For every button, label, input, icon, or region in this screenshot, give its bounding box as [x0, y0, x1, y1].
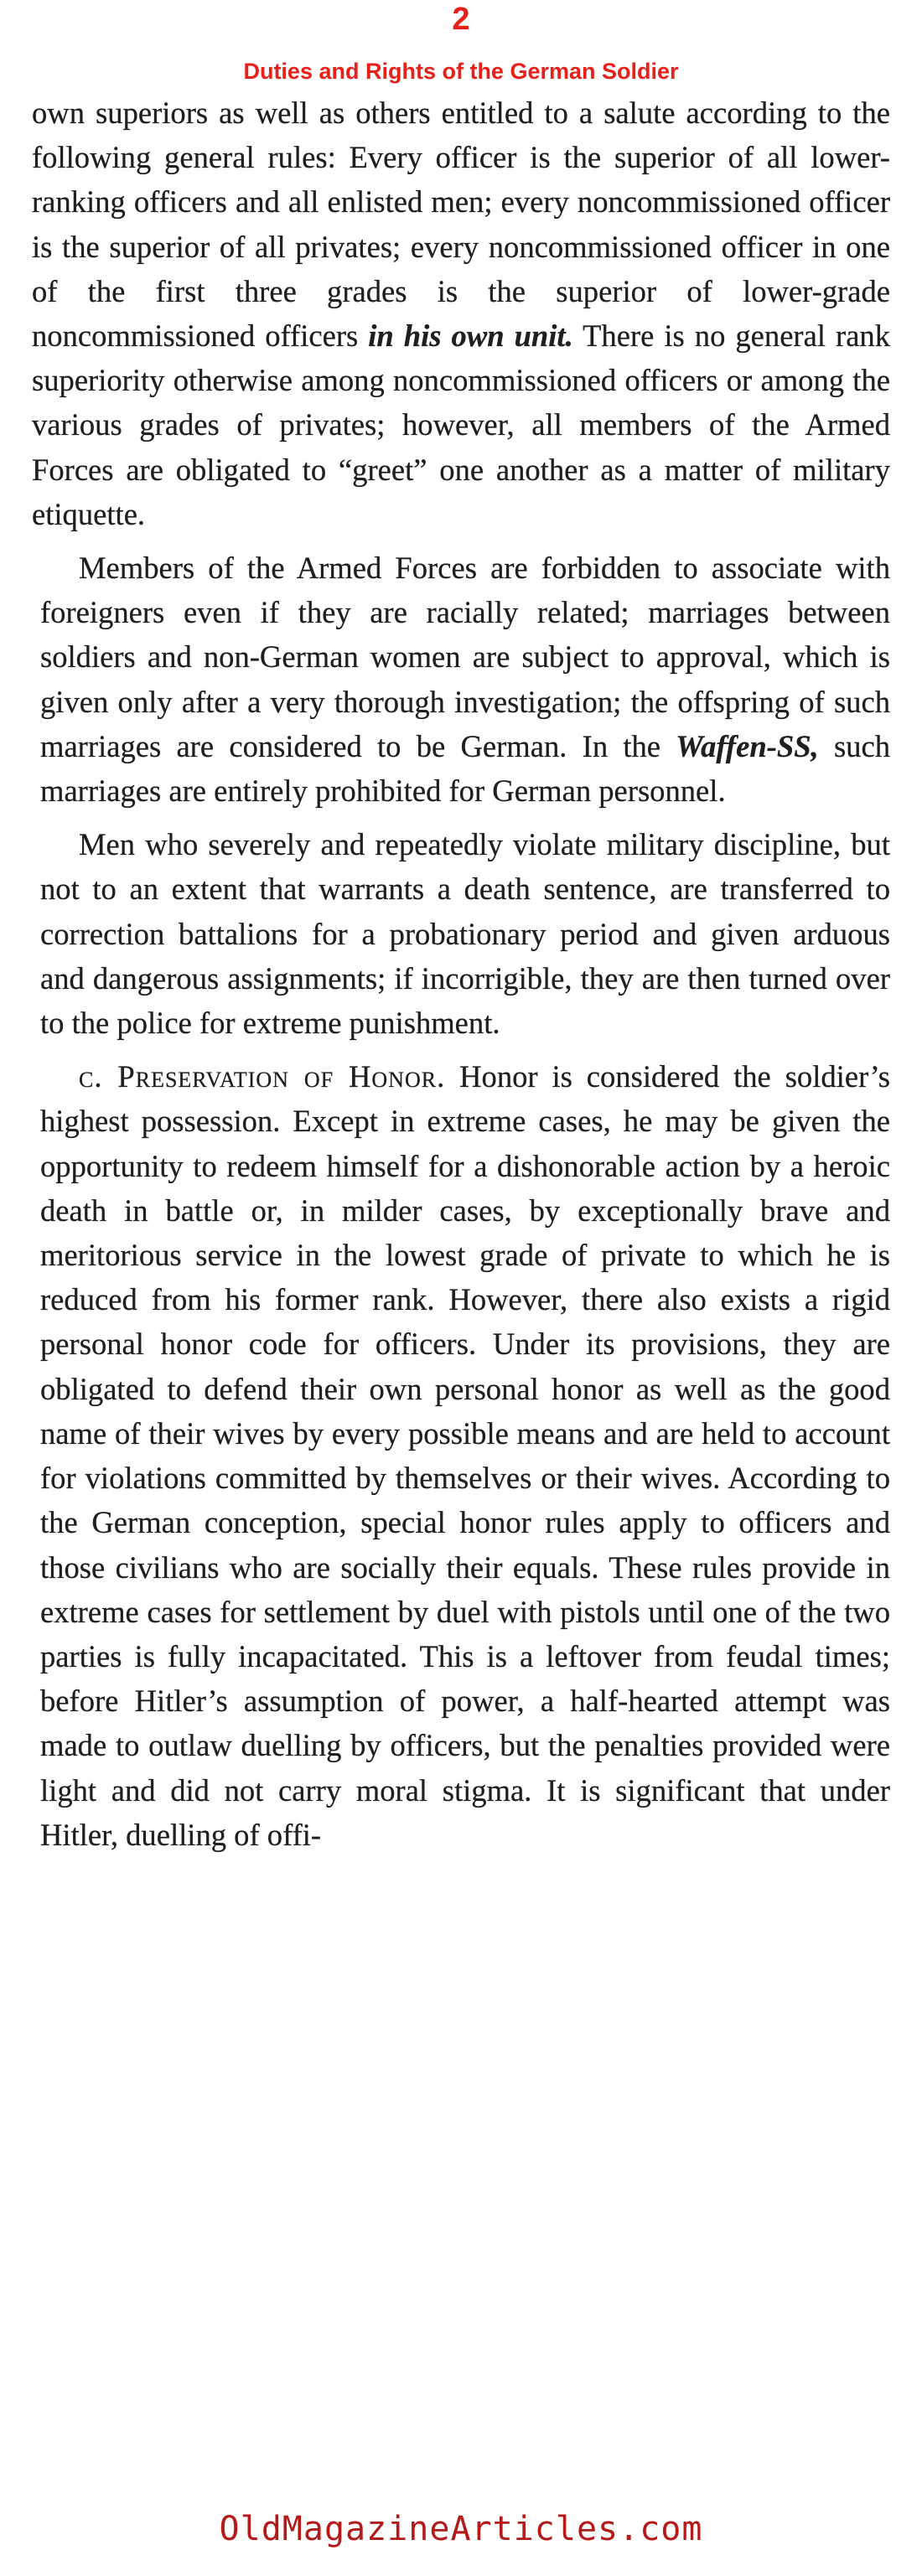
paragraph-discipline-text: Men who severely and repeatedly violate military discipline, but not to an extent that warrants a death sentence, are transferred to correction battalions for a probationary period and given arduous and dangerous assignments; if incorrigible, they are then turned over to the police for extreme punishment. [40, 827, 890, 1041]
page-title: Duties and Rights of the German Soldier [243, 59, 679, 84]
emphasis-in-his-own-unit: in his own unit. [368, 318, 573, 354]
paragraph-foreigners [0, 546, 890, 813]
paragraph-superiors-text: own superiors as well as others entitled to a salute according to the following general rules: Every officer is the superior of all lower-ranking officers and all enlisted men; every noncommissioned officer is the superior of all privates; every noncommissioned officer in one of the first three grades is the superior of lower-grade noncommissioned officers [32, 96, 890, 354]
paragraph-foreigners-text: Members of the Armed Forces are forbidden to associate with foreigners even if they are racially related; marriages between soldiers and non-German women are subject to approval, which is given only after a very thorough investigation; the offspring of such marriages are considered to be German. In the [40, 551, 890, 763]
paragraph-superiors-tail: There is no general rank superiority otherwise among noncommissioned officers or among the various grades of privates; however, all members of the Armed Forces are obligated to “greet” one another as a matter of military etiquette. [32, 318, 890, 531]
emphasis-waffen-ss: Waffen-SS, [676, 728, 819, 763]
article-body [0, 91, 890, 2489]
page-number: 2 [452, 2, 470, 37]
paragraph-superiors [0, 91, 890, 536]
paragraph-foreigners-tail: such marriages are entirely prohibited for German personnel. [40, 728, 890, 809]
section-label-preservation-of-honor: c. Preservation of Honor. [79, 1059, 446, 1094]
paragraph-honor-text: Honor is considered the soldier’s highest possession. Except in extreme cases, he may be given the opportunity to redeem himself for a dishonorable action by a heroic death in battle or, in milder cases, by exceptionally brave and meritorious service in the lowest grade of private to which he is reduced from his former rank. However, there also exists a rigid personal honor code for officers. Under its provisions, they are obligated to defend their own personal honor as well as the good name of their wives by every possible means and are held to account for violations committed by themselves or their wives. According to the German conception, special honor rules apply to officers and those civilians who are socially their equals. These rules provide in extreme cases for settlement by duel with pistols until one of the two parties is fully incapacitated. This is a leftover from feudal times; before Hitler’s assumption of power, a half-hearted attempt was made to outlaw duelling by officers, but the penalties provided were light and did not carry moral stigma. It is significant that under Hitler, duelling of offi- [40, 1059, 890, 1852]
paragraph-discipline [0, 822, 890, 1045]
paragraph-honor [0, 1054, 890, 1857]
watermark-site-name: OldMagazineArticles.com [219, 2510, 703, 2548]
